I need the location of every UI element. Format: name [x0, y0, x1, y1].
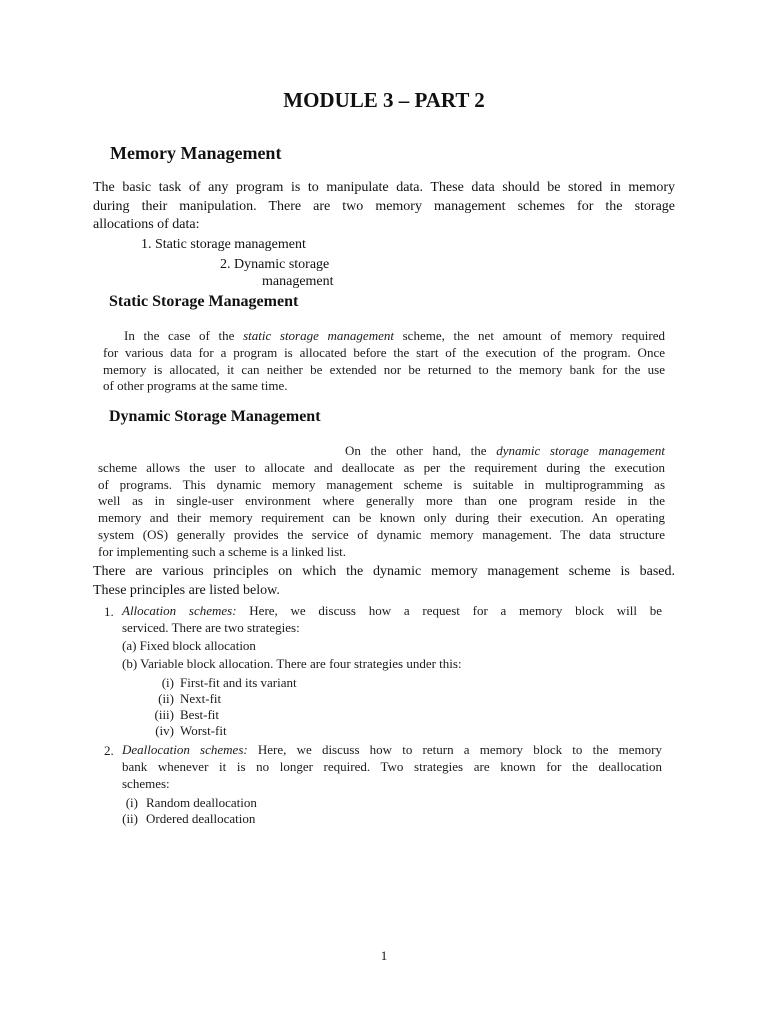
- list-item-static-storage: 1. Static storage management: [141, 237, 306, 252]
- dynamic-line: system (OS) generally provides the service of dynamic memory management. The data structure: [98, 526, 665, 542]
- dynamic-line: scheme allows the user to allocate and deallocate as per the requirement during the execution: [98, 459, 665, 475]
- static-line: for various data for a program is allocated before the start of the execution of the program. Once: [103, 344, 665, 360]
- static-storage-paragraph: [103, 328, 665, 395]
- dynamic-line: memory and their memory requirement can be known only during their execution. An operating: [98, 510, 665, 526]
- sub-list-number: (iv): [155, 723, 174, 738]
- dynamic-line: On the other hand, the dynamic storage management: [345, 443, 665, 458]
- static-line: memory is allocated, it can neither be extended nor be returned to the memory bank for the use: [103, 361, 665, 377]
- section-heading-static-storage: Static Storage Management: [109, 293, 299, 310]
- sub-list-number: (ii): [122, 811, 138, 826]
- principles-intro: [93, 563, 675, 600]
- principles-intro-line: There are various principles on which the dynamic memory management scheme is based.: [93, 564, 675, 579]
- section-heading-dynamic-storage: Dynamic Storage Management: [109, 408, 321, 425]
- list-item-dynamic-storage: 2. Dynamic storage: [220, 257, 330, 272]
- dynamic-line: well as in single-user environment where generally more than one program reside in the: [98, 493, 665, 509]
- dynamic-storage-paragraph: [98, 443, 665, 561]
- sub-list-item-ordered-deallocation: Ordered deallocation: [146, 811, 256, 826]
- list-item-fixed-block: (a) Fixed block allocation: [122, 638, 256, 653]
- sub-list-item-first-fit: First-fit and its variant: [180, 675, 297, 690]
- intro-line: The basic task of any program is to manipulate data. These data should be stored in memory: [93, 180, 675, 195]
- sub-list-number: (i): [125, 795, 138, 810]
- intro-line: during their manipulation. There are two memory management schemes for the storage: [93, 198, 675, 214]
- intro-paragraph: [93, 179, 675, 235]
- static-line: In the case of the static storage management scheme, the net amount of memory required: [124, 328, 665, 343]
- principles-intro-line: These principles are listed below.: [93, 582, 280, 598]
- deallocation-line: bank whenever it is no longer required. Two strategies are known for the deallocation: [122, 758, 662, 774]
- deallocation-schemes-item: [122, 742, 662, 792]
- sub-list-item-random-deallocation: Random deallocation: [146, 795, 257, 810]
- list-item-variable-block: (b) Variable block allocation. There are four strategies under this:: [122, 656, 462, 671]
- sub-list-number: (iii): [154, 707, 174, 722]
- allocation-schemes-item: [122, 603, 662, 637]
- list-number: 1.: [104, 604, 114, 619]
- intro-line: allocations of data:: [93, 217, 200, 232]
- sub-list-number: (ii): [158, 691, 174, 706]
- sub-list-item-best-fit: Best-fit: [180, 707, 219, 722]
- allocation-label: Allocation schemes:: [122, 603, 237, 618]
- sub-list-item-next-fit: Next-fit: [180, 691, 222, 706]
- deallocation-label: Deallocation schemes:: [122, 742, 248, 757]
- section-heading-memory-management: Memory Management: [110, 143, 282, 163]
- dynamic-line: for implementing such a scheme is a linked list.: [98, 543, 347, 559]
- page-number: 1: [380, 948, 388, 963]
- page-title: MODULE 3 – PART 2: [283, 88, 485, 112]
- sub-list-number: (i): [161, 675, 174, 690]
- dynamic-line: of programs. This dynamic memory management scheme is suitable in multiprogramming as: [98, 476, 665, 492]
- list-item-dynamic-storage-cont: management: [262, 274, 334, 289]
- deallocation-line: schemes:: [122, 775, 170, 791]
- deallocation-line: Deallocation schemes: Here, we discuss how to return a memory block to the memory: [122, 742, 662, 757]
- allocation-line: serviced. There are two strategies:: [122, 619, 300, 635]
- allocation-line: Allocation schemes: Here, we discuss how a request for a memory block will be: [122, 603, 662, 618]
- sub-list-item-worst-fit: Worst-fit: [180, 723, 227, 738]
- static-line: of other programs at the same time.: [103, 378, 288, 394]
- list-number: 2.: [104, 743, 114, 758]
